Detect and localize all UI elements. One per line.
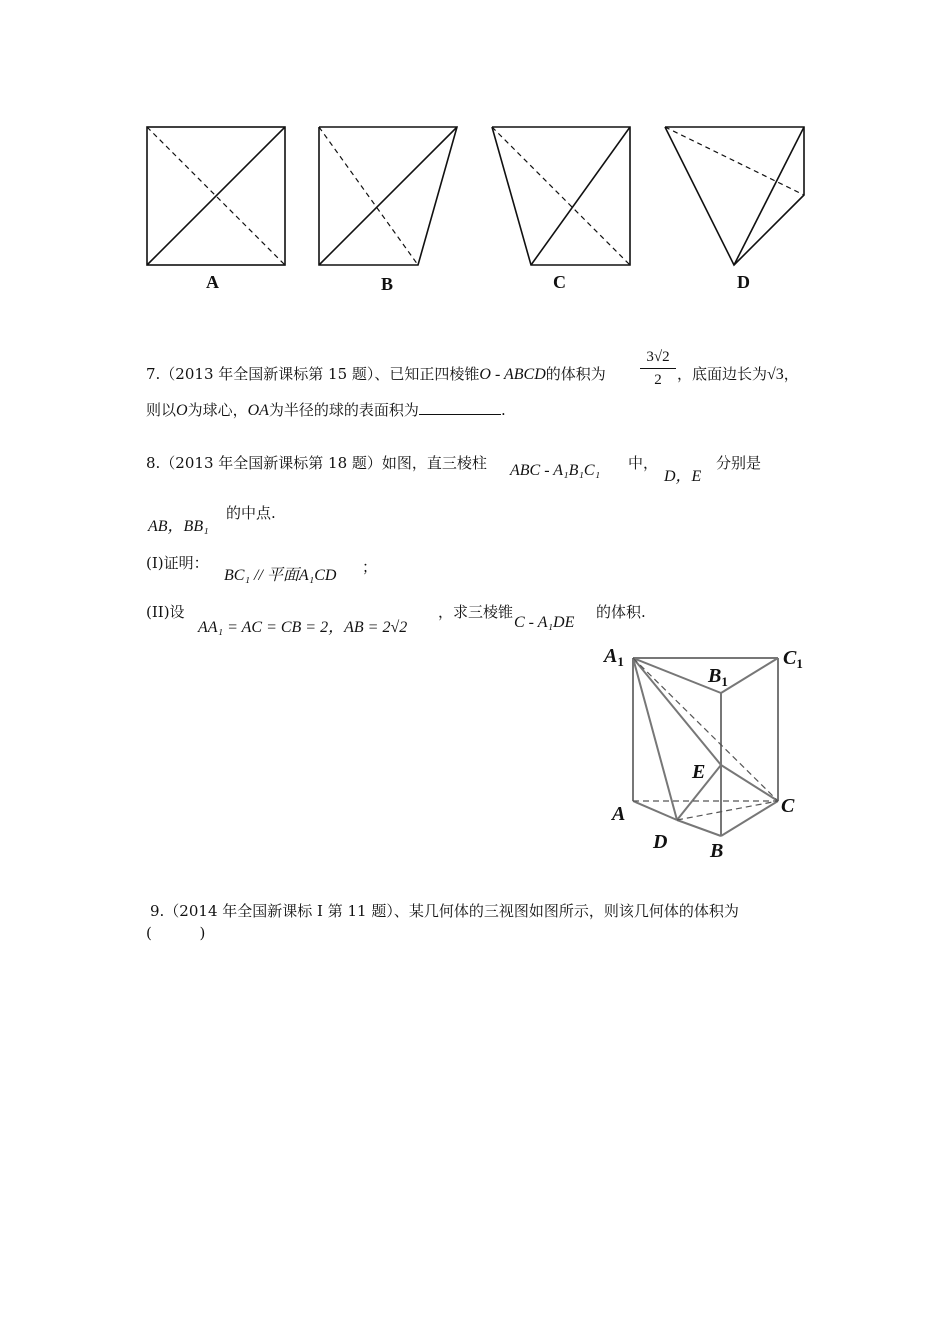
q7-mid: 的体积为 bbox=[545, 365, 606, 383]
label-e: E bbox=[692, 761, 706, 783]
q6-figures bbox=[140, 118, 820, 303]
q8-part1-end: ； bbox=[362, 558, 378, 576]
prism-figure bbox=[600, 640, 815, 865]
label-a1: $A_1$ bbox=[604, 645, 624, 669]
q8-part2-math: AA₁ = AC = CB = 2，AB = 2√2 bbox=[198, 619, 408, 636]
q8-points: D，E bbox=[664, 468, 702, 485]
q7-line2-prefix: 则以 bbox=[146, 401, 177, 419]
q7-line2-tail: . bbox=[500, 401, 506, 419]
q7-line1-end: ， bbox=[783, 365, 799, 383]
label-c: C bbox=[781, 795, 795, 817]
label-b1: $B_1$ bbox=[708, 665, 728, 689]
q7-line2 bbox=[146, 399, 506, 420]
q7-prefix: 7.（2013 年全国新课标第 15 题）、已知正四棱锥 bbox=[146, 365, 480, 383]
q8-line2-segments: AB，BB₁ bbox=[148, 518, 209, 535]
q7-volume-denominator: 2 bbox=[654, 372, 662, 388]
q9-line2: ( ) bbox=[146, 924, 206, 942]
q9-line1: 9.（2014 年全国新课标 I 第 11 题）、某几何体的三视图如图所示，则该几何体的体积为 bbox=[150, 902, 739, 920]
answer-blank bbox=[419, 400, 501, 415]
q7-line2-mid: 为球心， bbox=[187, 401, 248, 419]
fraction-bar bbox=[640, 368, 676, 369]
q7-volume-numerator: 3√2 bbox=[646, 349, 670, 365]
label-c1: $C_1$ bbox=[783, 647, 803, 671]
figure-label-d: D bbox=[737, 272, 750, 292]
figure-a bbox=[147, 127, 285, 265]
figure-c bbox=[492, 127, 630, 265]
q8-part2-end: 的体积. bbox=[596, 603, 646, 621]
q8-line2-end: 的中点. bbox=[226, 504, 276, 522]
q8-part2-mid: ，求三棱锥 bbox=[438, 603, 514, 621]
q7-line1-tail bbox=[677, 363, 799, 384]
q8-prism: ABC - A₁B₁C₁ bbox=[510, 462, 601, 479]
q8-line1-prefix: 8.（2013 年全国新课标第 18 题）如图，直三棱柱 bbox=[146, 454, 487, 472]
q7-edge: √3 bbox=[767, 366, 784, 383]
figure-b bbox=[319, 127, 457, 265]
q8-line1-mid: 中， bbox=[628, 454, 659, 472]
figure-label-b: B bbox=[381, 274, 394, 294]
q7-radius: OA bbox=[247, 402, 269, 419]
q7-center: O bbox=[176, 402, 188, 419]
q7-line2-end: 为半径的球的表面积为 bbox=[268, 401, 419, 419]
q8-part2-pyramid: C - A₁DE bbox=[514, 614, 575, 631]
label-a: A bbox=[612, 803, 626, 825]
figure-label-a: A bbox=[206, 272, 219, 292]
figure-d bbox=[665, 127, 804, 265]
label-d: D bbox=[653, 831, 668, 853]
q7-volume-fraction bbox=[640, 348, 676, 389]
q8-part2-label: (II)设 bbox=[146, 603, 185, 621]
q8-part1-label: (I)证明： bbox=[146, 554, 209, 572]
q7-mid2: ，底面边长为 bbox=[677, 365, 768, 383]
figure-label-c: C bbox=[553, 272, 566, 292]
label-b: B bbox=[710, 840, 724, 862]
q8-line1-end: 分别是 bbox=[716, 454, 762, 472]
q7-line1 bbox=[146, 363, 606, 384]
q7-pyramid: O - ABCD bbox=[479, 366, 546, 383]
q8-part1-math: BC₁ // 平面A₁CD bbox=[224, 567, 337, 584]
